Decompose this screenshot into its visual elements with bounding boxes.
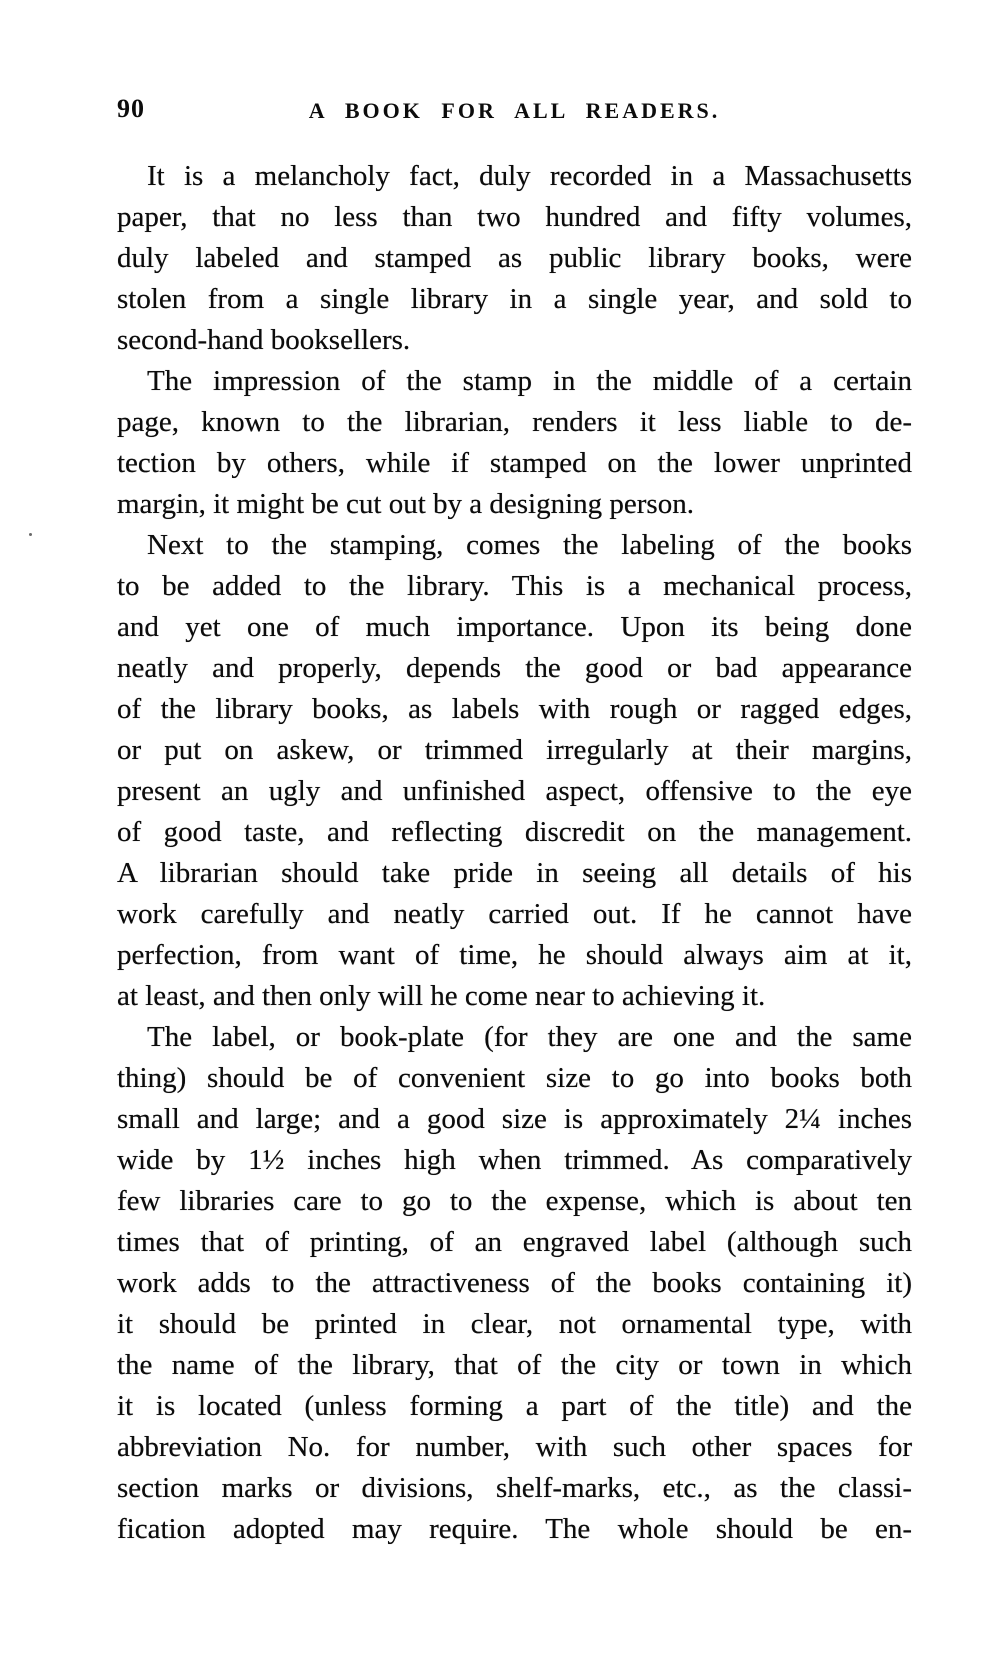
text-line: It is a melancholy fact, duly recorded in a Massachusetts (147, 160, 912, 192)
text-line: work adds to the attractiveness of the books containing it) (117, 1267, 912, 1299)
text-line: or put on askew, or trimmed irregularly at their margins, (117, 734, 912, 766)
text-line: small and large; and a good size is approximately 2¼ inches (117, 1103, 912, 1135)
text-line: it should be printed in clear, not ornamental type, with (117, 1308, 912, 1340)
running-title: A BOOK FOR ALL READERS. (308, 98, 721, 123)
text-line: A librarian should take pride in seeing all details of his (117, 857, 912, 889)
text-line: and yet one of much importance. Upon its being done (117, 611, 912, 643)
text-line: fication adopted may require. The whole should be en- (117, 1513, 912, 1545)
paragraph (117, 1017, 912, 1550)
text-line: paper, that no less than two hundred and fifty volumes, (117, 201, 912, 233)
text-line: section marks or divisions, shelf-marks, etc., as the classi- (117, 1472, 912, 1504)
text-line: perfection, from want of time, he should always aim at it, (117, 939, 912, 971)
text-line: Next to the stamping, comes the labeling of the books (147, 529, 912, 561)
text-line: The label, or book-plate (for they are one and the same (147, 1021, 912, 1053)
text-line: present an ugly and unfinished aspect, offensive to the eye (117, 775, 912, 807)
page-number: 90 (117, 94, 145, 123)
text-line: second-hand booksellers. (117, 324, 411, 356)
text-line: it is located (unless forming a part of the title) and the (117, 1390, 912, 1422)
text-line: duly labeled and stamped as public library books, were (117, 242, 912, 274)
text-line: few libraries care to go to the expense, which is about ten (117, 1185, 912, 1217)
text-line: neatly and properly, depends the good or bad appearance (117, 652, 912, 684)
text-line: of good taste, and reflecting discredit on the management. (117, 816, 912, 848)
text-line: to be added to the library. This is a mechanical process, (117, 570, 912, 602)
text-line: work carefully and neatly carried out. If he cannot have (117, 898, 912, 930)
text-line: the name of the library, that of the city or town in which (117, 1349, 912, 1381)
text-line: times that of printing, of an engraved label (although such (117, 1226, 912, 1258)
text-line: wide by 1½ inches high when trimmed. As comparatively (117, 1144, 912, 1176)
scan-speck (29, 533, 32, 536)
text-line: stolen from a single library in a single year, and sold to (117, 283, 912, 315)
page-header (117, 92, 912, 126)
text-line: thing) should be of convenient size to go into books both (117, 1062, 912, 1094)
paragraph (117, 361, 912, 525)
text-line: tection by others, while if stamped on the lower unprinted (117, 447, 912, 479)
text-line: margin, it might be cut out by a designing person. (117, 488, 694, 520)
text-line: abbreviation No. for number, with such other spaces for (117, 1431, 912, 1463)
paragraph (117, 525, 912, 1017)
text-line: page, known to the librarian, renders it less liable to de- (117, 406, 912, 438)
text-line: The impression of the stamp in the middle of a certain (147, 365, 912, 397)
text-block (117, 156, 912, 1550)
paragraph (117, 156, 912, 361)
text-line: of the library books, as labels with rough or ragged edges, (117, 693, 912, 725)
text-line: at least, and then only will he come near to achieving it. (117, 980, 766, 1012)
